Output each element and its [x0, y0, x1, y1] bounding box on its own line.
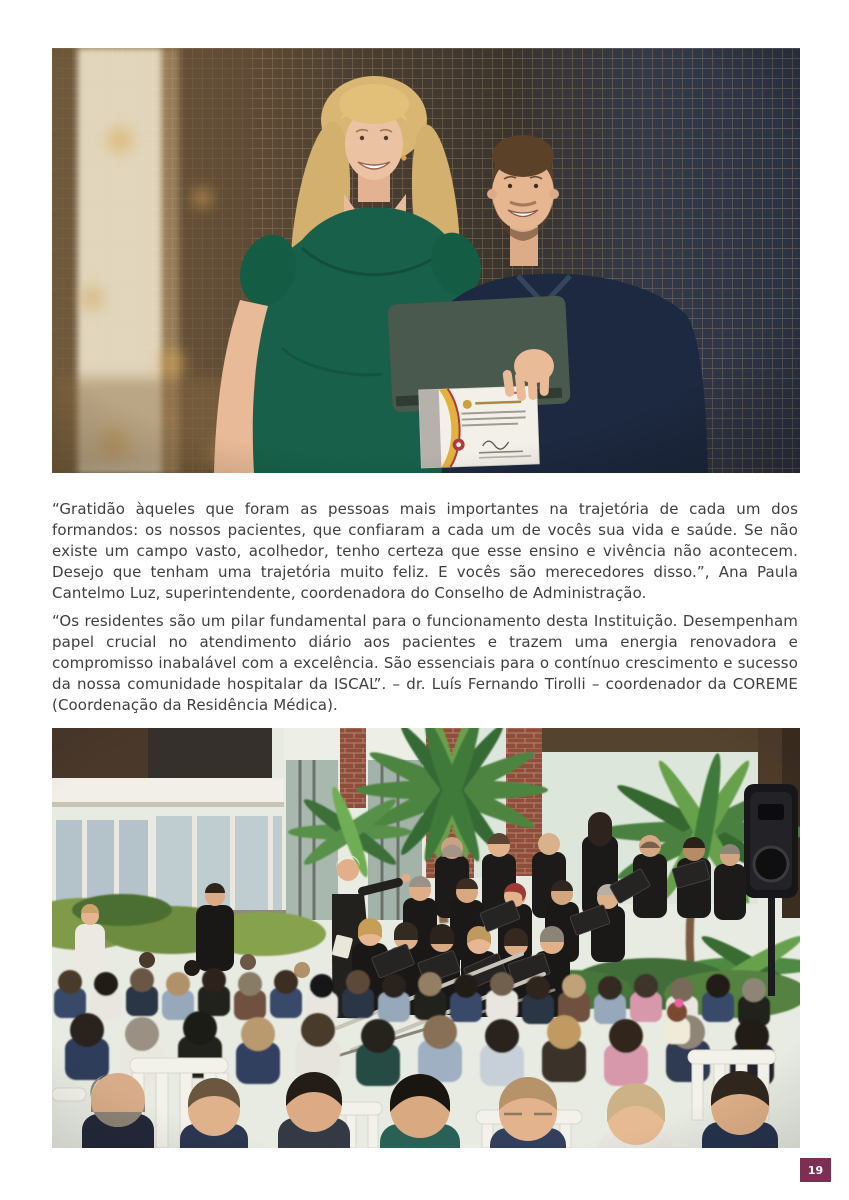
top-photo-illustration — [52, 48, 800, 473]
bottom-photo-illustration — [52, 728, 800, 1148]
quote-paragraph-2: “Os residentes são um pilar fundamental para o funcionamento desta Instituição. Desempenham papel crucial no atendimento diário aos pacientes e trazem uma energia renovadora e compromisso inabalável com a excelência. São essenciais para o contínuo crescimento e sucesso da nossa comunidade hospitalar da ISCAL”. – dr. Luís Fernando Tirolli – coordenador da COREME (Coordenação da Residência Médica). — [52, 612, 798, 714]
page-number-text: 19 — [807, 1163, 824, 1177]
quote-paragraph-1: “Gratidão àqueles que foram as pessoas mais importantes na trajetória de cada um dos formandos: os nossos pacientes, que confiaram a cada um de vocês sua vida e saúde. Se não existe um campo vasto, acolhedor, tenho certeza que esse ensino e vivência não acontecem. Desejo que tenham uma trajetória muito feliz. E vocês são merecedores disso.”, Ana Paula Cantelmo Luz, superintendente, coordenadora do Conselho de Administração. — [52, 500, 798, 602]
top-photo — [52, 48, 800, 473]
bottom-photo — [52, 728, 800, 1148]
photo-vignette — [52, 48, 800, 473]
photo-vignette — [52, 728, 800, 1148]
page-number-badge — [800, 1158, 831, 1182]
